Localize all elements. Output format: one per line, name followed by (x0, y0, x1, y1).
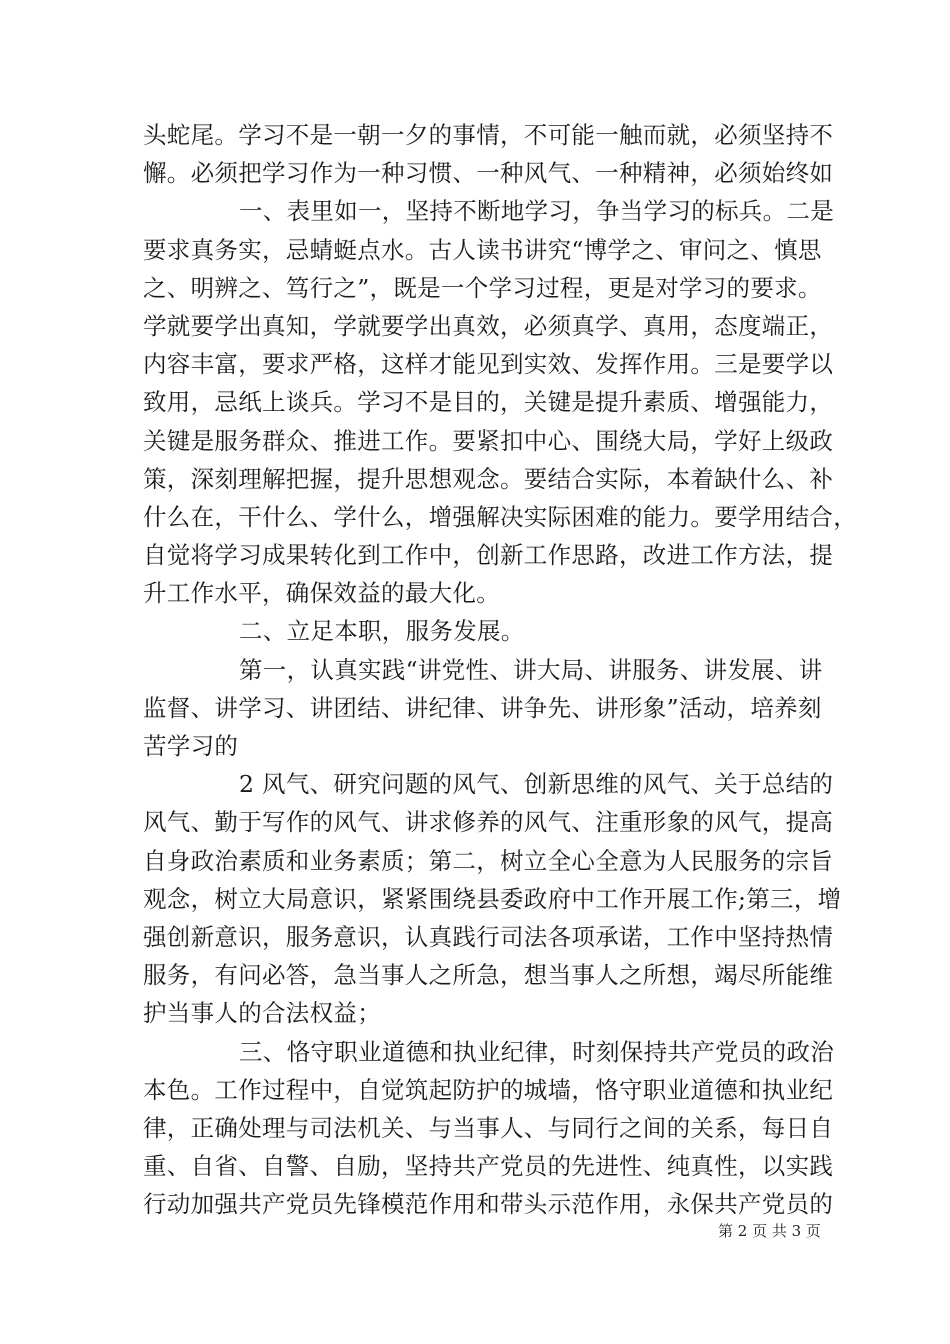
text-line: 懈。必须把学习作为一种习惯、一种风气、一种精神，必须始终如 (143, 159, 834, 188)
text-line: 策，深刻理解把握，提升思想观念。要结合实际，本着缺什么、补 (143, 464, 834, 493)
text-line: 二、立足本职，服务发展。 (239, 617, 525, 646)
text-line: 什么在，干什么、学什么，增强解决实际困难的能力。要学用结合， (143, 502, 857, 531)
text-line: 自身政治素质和业务素质；第二，树立全心全意为人民服务的宗旨 (143, 846, 834, 875)
text-line: 内容丰富，要求严格，这样才能见到实效、发挥作用。三是要学以 (143, 350, 834, 379)
text-line: 关键是服务群众、推进工作。要紧扣中心、围绕大局，学好上级政 (143, 426, 834, 455)
text-line: 三、恪守职业道德和执业纪律，时刻保持共产党员的政治 (239, 1037, 834, 1066)
text-line: 护当事人的合法权益； (143, 999, 381, 1028)
text-line: 监督、讲学习、讲团结、讲纪律、讲争先、讲形象”活动，培养刻 (143, 693, 822, 722)
text-line: 风气、勤于写作的风气、讲求修养的风气、注重形象的风气，提高 (143, 808, 834, 837)
text-line: 观念，树立大局意识，紧紧围绕县委政府中工作开展工作;第三，增 (143, 884, 842, 913)
text-line: 服务，有问必答，急当事人之所急，想当事人之所想，竭尽所能维 (143, 961, 834, 990)
text-line: 头蛇尾。学习不是一朝一夕的事情，不可能一触而就，必须坚持不 (143, 121, 834, 149)
text-line: 升工作水平，确保效益的最大化。 (143, 579, 500, 608)
text-line: 要求真务实，忌蜻蜓点水。古人读书讲究“博学之、审问之、慎思 (143, 235, 822, 264)
text-line: 强创新意识，服务意识，认真践行司法各项承诺，工作中坚持热情 (143, 922, 834, 951)
text-line: 本色。工作过程中，自觉筑起防护的城墙，恪守职业道德和执业纪 (143, 1075, 834, 1104)
text-line: 致用，忌纸上谈兵。学习不是目的，关键是提升素质、增强能力， (143, 388, 834, 417)
text-line: 律，正确处理与司法机关、与当事人、与同行之间的关系，每日自 (143, 1113, 834, 1142)
text-line: 学就要学出真知，学就要学出真效，必须真学、真用，态度端正， (143, 311, 834, 340)
body-text (143, 116, 857, 1223)
text-line: 第一，认真实践“讲党性、讲大局、讲服务、讲发展、讲 (239, 655, 823, 684)
page-footer: 第 2 页 共 3 页 (718, 1222, 821, 1240)
text-line: 一、表里如一，坚持不断地学习，争当学习的标兵。二是 (239, 197, 834, 226)
text-line: 行动加强共产党员先锋模范作用和带头示范作用，永保共产党员的 (143, 1190, 834, 1219)
text-line: 自觉将学习成果转化到工作中，创新工作思路，改进工作方法，提 (143, 541, 834, 570)
text-line: 之、明辨之、笃行之”，既是一个学习过程，更是对学习的要求。 (143, 273, 822, 302)
text-line: 苦学习的 (143, 732, 239, 760)
text-line: 重、自省、自警、自励，坚持共产党员的先进性、纯真性，以实践 (143, 1152, 834, 1181)
text-line: 2 风气、研究问题的风气、创新思维的风气、关于总结的 (239, 770, 834, 799)
